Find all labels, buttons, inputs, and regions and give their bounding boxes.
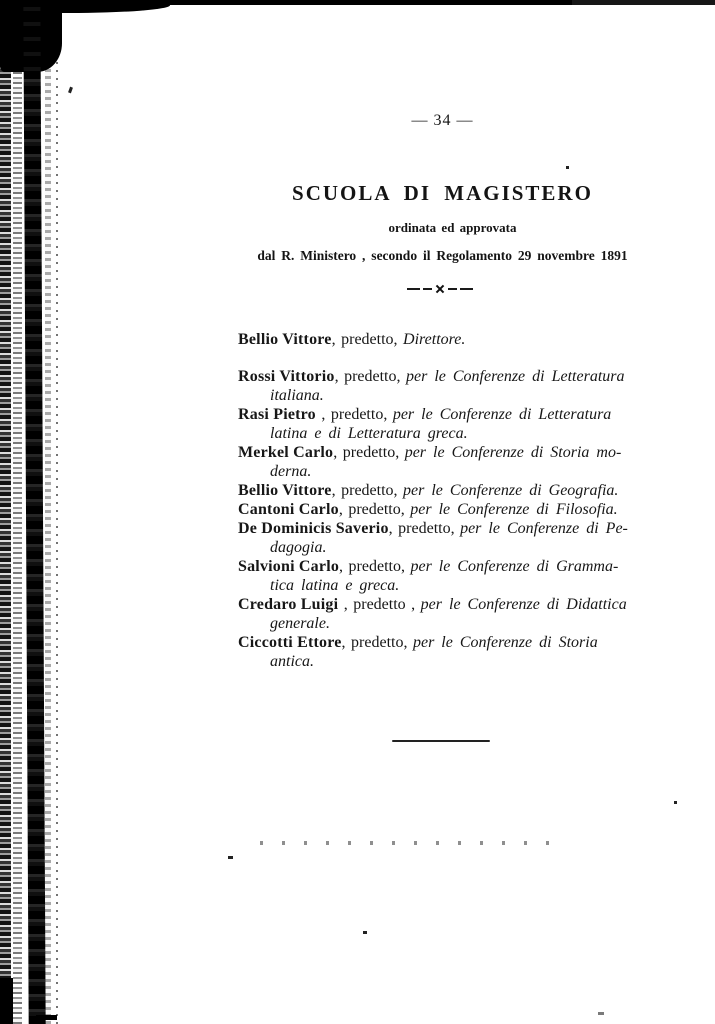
directory-entry (238, 519, 674, 557)
entry-role: per le Conferenze di Pe- (460, 520, 628, 537)
entry-role: per le Conferenze di Letteratura (406, 368, 625, 385)
entry-role: per le Conferenze di Letteratura (392, 406, 612, 423)
scan-speck (598, 1012, 604, 1015)
entry-line-continuation (238, 386, 674, 405)
entry-line (238, 405, 674, 424)
subtitle-line-2: dal R. Ministero , secondo il Regolamento 29 novembre 1891 (257, 248, 628, 263)
entry-name: De Dominicis Saverio (238, 520, 389, 537)
entry-line-continuation (238, 424, 674, 443)
ornament-dash (448, 288, 457, 290)
entry-line (238, 481, 674, 500)
directory-entry (238, 500, 674, 519)
binding-streak (23, 0, 45, 1024)
entry-line (238, 633, 674, 652)
binding-streak (56, 0, 58, 1024)
entry-role: italiana. (270, 387, 324, 404)
entry-role: per le Conferenze di Didattica (420, 596, 627, 613)
scan-speck (68, 87, 73, 94)
directory-entry (238, 595, 674, 633)
scan-noise-row (260, 841, 560, 845)
entry-connector: , predetto, (334, 368, 406, 385)
entry-name: Credaro Luigi (238, 596, 339, 613)
entry-line (238, 519, 674, 538)
entry-role: derna. (270, 463, 312, 480)
entry-line (238, 330, 674, 349)
entry-line (238, 367, 674, 386)
scan-bottom-left-blob (0, 978, 13, 1024)
page-number: — 34 — (411, 112, 474, 129)
directory-entry (238, 367, 674, 405)
entry-role: tica latina e greca. (270, 577, 400, 594)
entry-line-continuation (238, 652, 674, 671)
entry-name: Rossi Vittorio (238, 368, 335, 385)
entry-role: latina e di Letteratura greca. (270, 425, 468, 442)
section-divider-ornament (182, 284, 697, 294)
page-title: SCUOLA DI MAGISTERO (292, 181, 593, 205)
entry-connector: , predetto, (338, 501, 411, 518)
entry-role: per le Conferenze di Storia (412, 634, 598, 651)
entry-name: Rasi Pietro (238, 406, 316, 423)
scan-speck (566, 166, 569, 169)
binding-streak (13, 0, 22, 1024)
scan-bottom-tick (36, 1015, 57, 1020)
entry-line (238, 595, 674, 614)
entry-line-continuation (238, 462, 674, 481)
ornament-dash (423, 288, 432, 290)
entry-connector: , predetto, (315, 406, 393, 423)
entry-role: Direttore. (403, 331, 466, 348)
binding-streak (45, 0, 51, 1024)
entry-line-continuation (238, 614, 674, 633)
entry-line-continuation (238, 576, 674, 595)
entry-role: antica. (270, 653, 314, 670)
entry-line (238, 557, 674, 576)
scan-speck (363, 931, 367, 934)
subtitle-line-1: ordinata ed approvata (388, 220, 517, 235)
directory-entry (238, 481, 674, 500)
entry-connector: , predetto, (333, 444, 405, 461)
entries-list (238, 330, 674, 671)
entry-role: dagogia. (270, 539, 327, 556)
entry-name: Cantoni Carlo (238, 501, 339, 518)
ornament-dash (460, 288, 473, 290)
directory-entry (238, 330, 674, 349)
entry-name: Salvioni Carlo (238, 558, 340, 575)
entry-connector: , predetto, (341, 634, 413, 651)
entry-line (238, 443, 674, 462)
entry-connector: , predetto, (388, 520, 461, 537)
scan-speck (674, 801, 677, 804)
directory-entry (238, 405, 674, 443)
entry-connector: , predetto, (331, 482, 404, 499)
scan-speck (228, 856, 233, 859)
entry-connector: , predetto , (338, 596, 421, 613)
ornament-dash (407, 288, 420, 290)
asterisk-ornament-icon (435, 284, 445, 294)
directory-entry (238, 557, 674, 595)
directory-entry (238, 443, 674, 481)
entry-name: Merkel Carlo (238, 444, 334, 461)
binding-streak (0, 0, 11, 1024)
entry-role: per le Conferenze di Filosofia. (410, 501, 618, 518)
entry-name: Bellio Vittore (238, 482, 332, 499)
entry-name: Ciccotti Ettore (238, 634, 342, 651)
entry-connector: , predetto, (331, 331, 404, 348)
entry-name: Bellio Vittore (238, 331, 332, 348)
entry-line (238, 500, 674, 519)
entry-role: per le Conferenze di Storia mo- (404, 444, 622, 461)
entry-connector: , predetto, (339, 558, 411, 575)
entry-role: per le Conferenze di Gramma- (410, 558, 619, 575)
directory-entry (238, 633, 674, 671)
end-rule (392, 740, 490, 742)
entry-role: per le Conferenze di Geografia. (403, 482, 619, 499)
entry-role: generale. (270, 615, 330, 632)
entry-line-continuation (238, 538, 674, 557)
